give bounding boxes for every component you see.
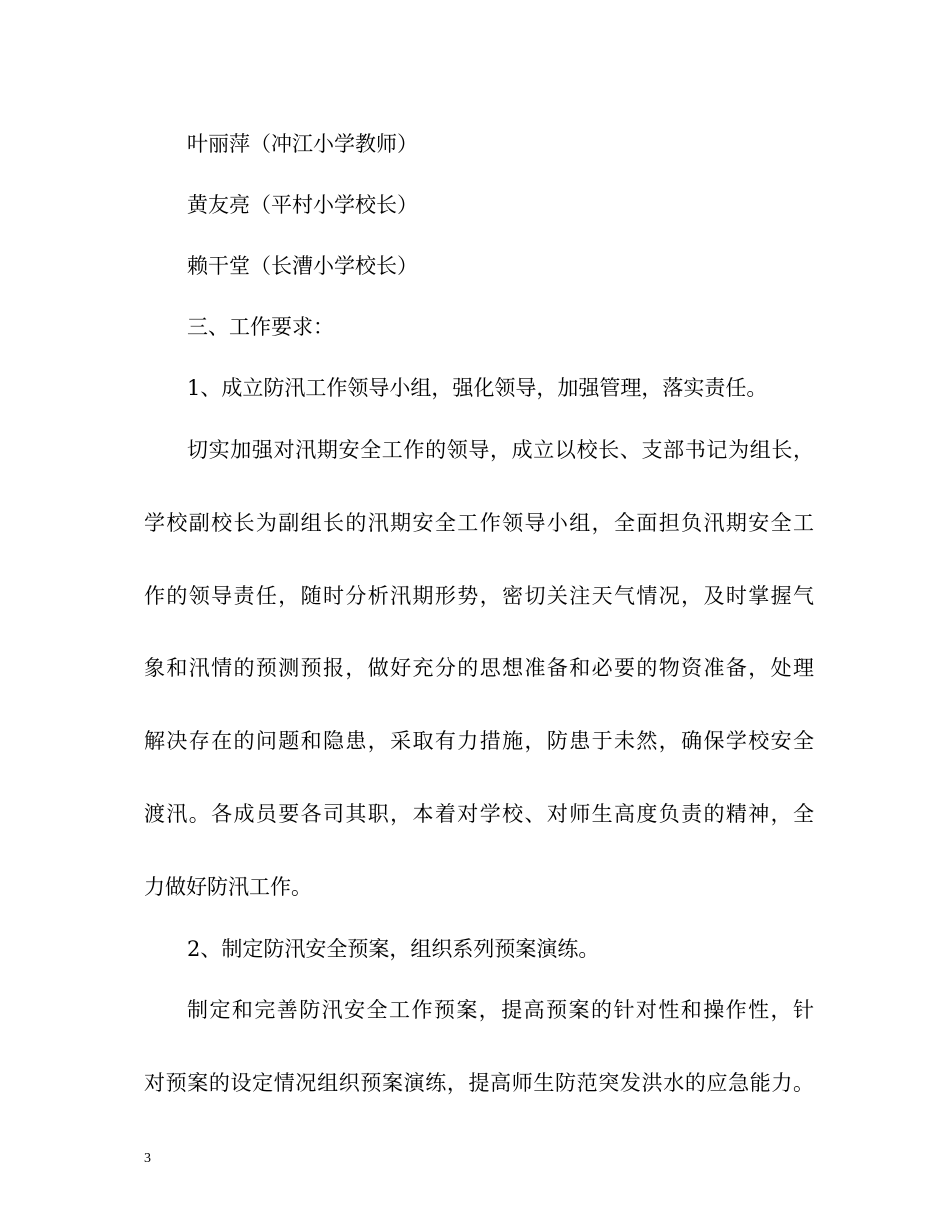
paragraph-line: 作的领导责任，随时分析汛期形势，密切关注天气情况，及时掌握气	[144, 584, 814, 608]
paragraph-line: 对预案的设定情况组织预案演练，提高师生防范突发洪水的应急能力。	[144, 1071, 814, 1095]
paragraph-line: 渡汛。各成员要各司其职，本着对学校、对师生高度负责的精神，全	[144, 802, 814, 826]
section-heading: 三、工作要求：	[187, 315, 334, 339]
member-line: 赖干堂（长漕小学校长）	[187, 254, 418, 278]
paragraph-line: 切实加强对汛期安全工作的领导，成立以校长、支部书记为组长，	[187, 438, 814, 462]
member-line: 叶丽萍（冲江小学教师）	[187, 132, 418, 156]
item-heading: 1、成立防汛工作领导小组，强化领导，加强管理，落实责任。	[187, 376, 768, 400]
member-line: 黄友亮（平村小学校长）	[187, 193, 418, 217]
paragraph-line: 力做好防汛工作。	[144, 875, 312, 899]
paragraph-line: 解决存在的问题和隐患，采取有力措施，防患于未然，确保学校安全	[144, 729, 814, 753]
paragraph-line: 象和汛情的预测预报，做好充分的思想准备和必要的物资准备，处理	[144, 656, 814, 680]
paragraph-line: 制定和完善防汛安全工作预案，提高预案的针对性和操作性，针	[187, 998, 814, 1022]
item-heading: 2、制定防汛安全预案，组织系列预案演练。	[187, 937, 600, 961]
paragraph-line: 学校副校长为副组长的汛期安全工作领导小组，全面担负汛期安全工	[144, 511, 814, 535]
page-number: 3	[144, 1151, 151, 1166]
